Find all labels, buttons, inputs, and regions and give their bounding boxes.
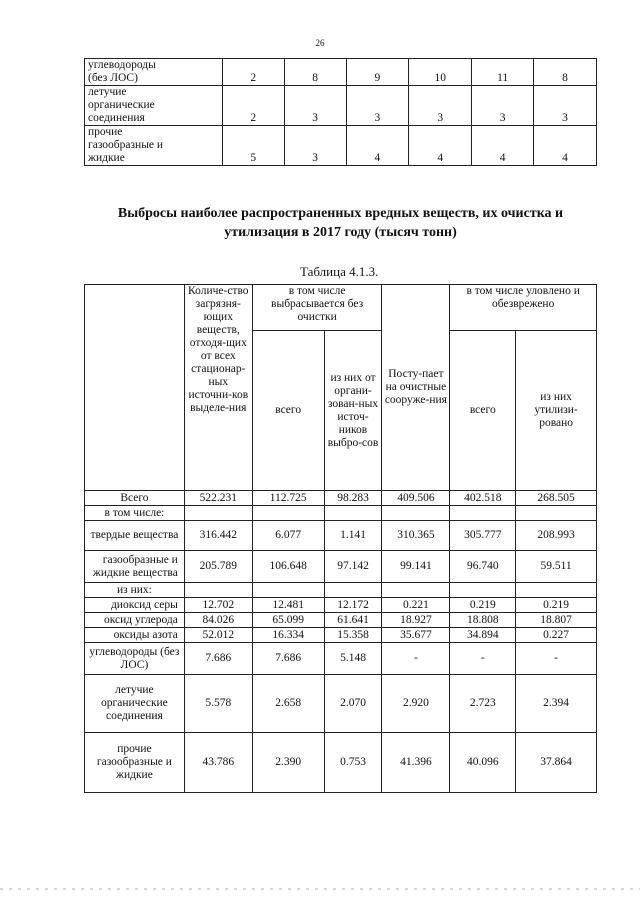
header-emitted-organized: из них от органи-зован-ных источ-ников выбро-сов: [324, 331, 382, 491]
row-label: твердые вещества: [85, 521, 185, 551]
table-cell: 3: [346, 112, 409, 126]
table-cell: 2: [222, 72, 284, 86]
table-cell: 2: [222, 112, 284, 126]
table-cell: 3: [472, 112, 534, 126]
scan-artifact-divider: [0, 888, 640, 890]
table-cell: 2.723: [450, 675, 516, 733]
row-label: из них:: [85, 583, 185, 598]
table-cell: 5.148: [324, 643, 382, 675]
table-cell: 18.927: [382, 613, 450, 628]
header-captured-utilized: из них утилизи-ровано: [516, 331, 597, 491]
table-cell: 112.725: [252, 491, 324, 506]
emissions-table: [84, 284, 597, 793]
table-cell: 268.505: [516, 491, 597, 506]
top-table-continuation: [84, 58, 597, 166]
row-label: оксиды азота: [85, 628, 185, 643]
row-label: Всего: [85, 491, 185, 506]
row-label-line: (без ЛОС): [85, 72, 223, 86]
table-cell: 2.658: [252, 675, 324, 733]
table-cell: 402.518: [450, 491, 516, 506]
row-label-line: соединения: [85, 112, 223, 126]
table-cell: 522.231: [184, 491, 252, 506]
table-cell: 99.141: [382, 551, 450, 583]
table-cell: 59.511: [516, 551, 597, 583]
header-captured-total: всего: [450, 331, 516, 491]
table-caption: Таблица 4.1.3.: [300, 264, 379, 279]
table-cell: 3: [284, 112, 346, 126]
header-emitted-total: всего: [252, 331, 324, 491]
table-cell: 0.219: [516, 598, 597, 613]
row-label-line: летучие: [85, 86, 223, 100]
row-label: оксид углерода: [85, 613, 185, 628]
row-label-line: прочие: [85, 126, 223, 140]
table-cell: 305.777: [450, 521, 516, 551]
table-cell: 40.096: [450, 733, 516, 793]
table-cell: 11: [472, 72, 534, 86]
table-cell: 16.334: [252, 628, 324, 643]
table-cell: 7.686: [252, 643, 324, 675]
table-cell: 5: [222, 152, 284, 166]
page-number: 26: [315, 38, 325, 48]
table-cell: 5.578: [184, 675, 252, 733]
row-label-line: газообразные и: [85, 139, 223, 152]
table-cell: 409.506: [382, 491, 450, 506]
row-label: летучие органические соединения: [85, 675, 185, 733]
table-cell: 43.786: [184, 733, 252, 793]
table-cell: 316.442: [184, 521, 252, 551]
table-cell: 84.026: [184, 613, 252, 628]
table-cell: 65.099: [252, 613, 324, 628]
table-cell: 205.789: [184, 551, 252, 583]
table-cell: 18.808: [450, 613, 516, 628]
row-label: углеводороды (без ЛОС): [85, 643, 185, 675]
table-cell: 4: [409, 152, 472, 166]
table-cell: 37.864: [516, 733, 597, 793]
table-cell: 6.077: [252, 521, 324, 551]
table-cell: -: [382, 643, 450, 675]
table-cell: 8: [534, 72, 597, 86]
table-cell: 4: [534, 152, 597, 166]
table-cell: 208.993: [516, 521, 597, 551]
header-captured-group: в том числе уловлено и обезврежено: [450, 285, 597, 331]
table-cell: 0.227: [516, 628, 597, 643]
table-cell: 3: [409, 112, 472, 126]
table-cell: 310.365: [382, 521, 450, 551]
table-cell: 2.070: [324, 675, 382, 733]
row-label: газообразные и жидкие вещества: [85, 551, 185, 583]
table-cell: 35.677: [382, 628, 450, 643]
table-cell: 2.390: [252, 733, 324, 793]
table-cell: 34.894: [450, 628, 516, 643]
section-heading: Выбросы наиболее распространенных вредных веществ, их очистка и утилизация в 2017 году (тысяч тонн): [117, 206, 564, 240]
table-cell: -: [450, 643, 516, 675]
table-cell: 9: [346, 72, 409, 86]
table-cell: 12.702: [184, 598, 252, 613]
table-cell: 3: [534, 112, 597, 126]
table-cell: -: [516, 643, 597, 675]
table-cell: 3: [284, 152, 346, 166]
row-label: диоксид серы: [85, 598, 185, 613]
table-cell: 4: [472, 152, 534, 166]
table-cell: 52.012: [184, 628, 252, 643]
header-to-treatment: Посту-пает на очистные сооруже-ния: [382, 285, 450, 491]
table-cell: 98.283: [324, 491, 382, 506]
table-cell: 12.172: [324, 598, 382, 613]
row-label-line: жидкие: [85, 152, 223, 166]
table-cell: 97.142: [324, 551, 382, 583]
table-cell: 0.753: [324, 733, 382, 793]
table-cell: 15.358: [324, 628, 382, 643]
header-quantity: Количе-ство загрязня-ющих веществ, отходя-щих от всех стационар-ных источни-ков выделе-ния: [184, 285, 252, 491]
header-emitted-group: в том числе выбрасывается без очистки: [252, 285, 382, 331]
row-label: прочие газообразные и жидкие: [85, 733, 185, 793]
table-cell: 18.807: [516, 613, 597, 628]
table-cell: 0.221: [382, 598, 450, 613]
table-cell: 1.141: [324, 521, 382, 551]
table-cell: 106.648: [252, 551, 324, 583]
table-cell: 4: [346, 152, 409, 166]
table-cell: 8: [284, 72, 346, 86]
row-label: в том числе:: [85, 506, 185, 521]
table-cell: 41.396: [382, 733, 450, 793]
table-cell: 2.394: [516, 675, 597, 733]
table-cell: 12.481: [252, 598, 324, 613]
table-cell: 7.686: [184, 643, 252, 675]
table-cell: 2.920: [382, 675, 450, 733]
table-cell: 0.219: [450, 598, 516, 613]
row-label-line: органические: [85, 99, 223, 112]
table-cell: 96.740: [450, 551, 516, 583]
row-label-line: углеводороды: [85, 59, 223, 73]
table-cell: 10: [409, 72, 472, 86]
table-cell: 61.641: [324, 613, 382, 628]
header-empty: [85, 285, 185, 491]
